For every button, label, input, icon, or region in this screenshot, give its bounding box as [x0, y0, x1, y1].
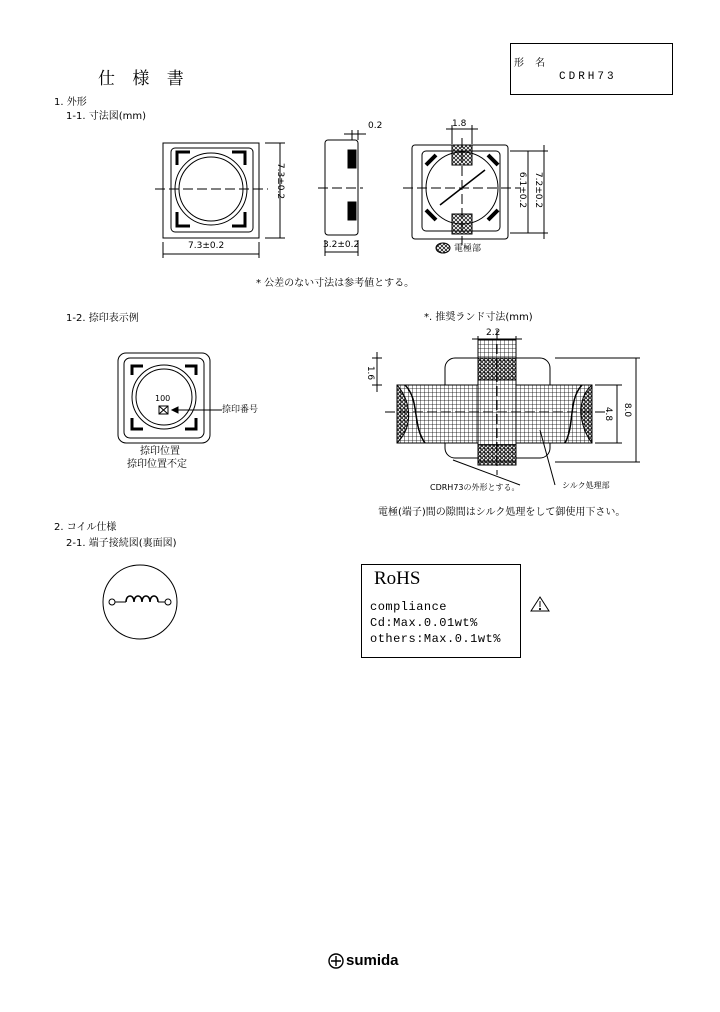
terminal-connection-diagram — [103, 565, 177, 639]
rohs-title: RoHS — [374, 568, 421, 589]
rohs-line-compliance: compliance — [370, 600, 448, 614]
marking-code: 100 — [155, 394, 171, 403]
land-total-dim: 8.0 — [622, 402, 633, 418]
land-left-dim: 1.6 — [365, 365, 376, 381]
type-name-value: CDRH73 — [559, 71, 617, 83]
electrode-legend: 電極部 — [454, 244, 482, 254]
section1-sub1: 1-1. 寸法図(mm) — [66, 111, 146, 122]
front-height-dim: 7.3±0.2 — [275, 162, 286, 200]
section2-sub1: 2-1. 端子接続図(裏面図) — [66, 538, 177, 549]
side-view — [318, 130, 366, 256]
warning-icon — [531, 597, 549, 611]
land-top-dim: 2.2 — [486, 328, 501, 338]
land-outline-label: CDRH73の外形とする。 — [430, 483, 520, 492]
tolerance-note: * 公差のない寸法は参考値とする。 — [256, 278, 415, 289]
lead-thickness-dim: 0.2 — [368, 121, 383, 131]
rohs-line-cd: Cd:Max.0.01wt% — [370, 616, 478, 630]
side-height-dim: 3.2±0.2 — [323, 240, 360, 250]
section1-sub2: 1-2. 捺印表示例 — [66, 313, 139, 324]
marking-pointer-label: 捺印番号 — [222, 405, 259, 415]
rohs-line-others: others:Max.0.1wt% — [370, 632, 501, 646]
type-name-label: 形 名 — [514, 58, 550, 69]
rohs-compliance-box — [361, 564, 521, 658]
silk-label: シルク処理部 — [562, 481, 610, 490]
land-pattern — [372, 330, 640, 485]
bottom-dim: 7.2±0.2 — [533, 171, 544, 209]
pad-width-dim: 1.8 — [452, 119, 467, 129]
sumida-logo-text: sumida — [346, 952, 399, 969]
section2-heading: 2. コイル仕様 — [54, 522, 117, 533]
land-heading: *. 推奨ランド寸法(mm) — [424, 312, 533, 323]
section1-heading: 1. 外形 — [54, 97, 87, 108]
front-width-dim: 7.3±0.2 — [188, 241, 225, 251]
sumida-logo-mark — [329, 954, 343, 968]
inner-dim: 6.1±0.2 — [517, 171, 528, 209]
document-title: 仕 様 書 — [98, 69, 190, 89]
marking-note-1: 捺印位置 — [140, 446, 180, 457]
land-note: 電極(端子)間の隙間はシルク処理をして御使用下さい。 — [378, 507, 626, 518]
land-height-dim: 4.8 — [603, 406, 614, 422]
marking-note-2: 捺印位置不定 — [127, 459, 187, 470]
